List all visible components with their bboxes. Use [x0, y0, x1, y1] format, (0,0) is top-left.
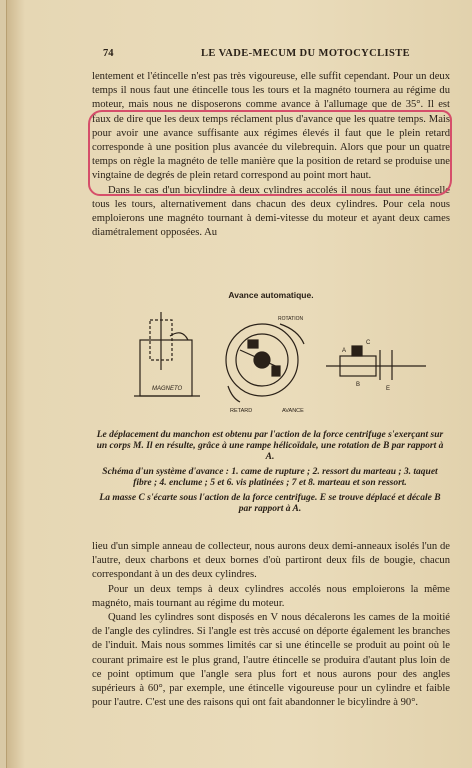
- running-title: LE VADE-MECUM DU MOTOCYCLISTE: [201, 48, 411, 59]
- caption-line: La masse C s'écarte sous l'action de la force centrifuge. E se trouve déplacé et décale B par rapport à A.: [99, 493, 441, 514]
- label-magneto: MAGNETO: [152, 386, 183, 392]
- paragraph: lieu d'un simple anneau de collecteur, nous aurons deux demi-anneaux isolés l'un de l'autre, deux charbons et deux bornes d'où partiront deux fils de bougie, chacun correspondant à un des deux cylindres.: [92, 541, 450, 581]
- paragraph: Quand les cylindres sont disposés en V nous décalerons les cames de la moitié de l'angle des cylindres. Si l'angle est très accusé on déporte également les branches de l'induit. Mais nous sommes limités car si une étincelle se produit au point où le courant primaire est le plus grand, l'autre étincelle se produira d'autant plus loin de ce point optimum que l'angle sera plus fort et nous aurons pour des angles supérieurs à 60°, par exemple, une étincelle vigoureuse pour un cylindre et faible pour l'autre. C'est une des raisons qui ont fait abandonner le bicylindre à 90°.: [92, 612, 450, 709]
- label-a: A: [342, 348, 347, 354]
- paragraph: Dans le cas d'un bicylindre à deux cylindres accolés il nous faut une étincelle tous les tours, alternativement dans chacun des deux cylindres. Pour cela nous emploierons une magnéto tournant à demi-vitesse du moteur et ayant deux cames diamétralement opposées. Au: [92, 184, 450, 239]
- paragraph: Pour un deux temps à deux cylindres accolés nous emploierons la même magnéto, mais tournant au régime du moteur.: [92, 583, 450, 609]
- label-retard: RETARD: [230, 408, 253, 414]
- page-number: 74: [103, 48, 114, 59]
- paragraph: lentement et l'étincelle n'est pas très vigoureuse, elle suffit cependant. Pour un deux temps il nous faut une étincelle tous les tours et la magnéto tournera au régime du moteur, mais nous ne disposerons comme avance à l'allumage que de 35°. Il est faux de dire que les deux temps réclament plus d'avance que les quatre temps. Mais pour avoir une avance suffisante aux régimes élevés il faut que le plein retard corresponde à une position plus avancée du vilebrequin. Alors que pour un quatre temps on règle la magnéto de telle manière que la position de retard se produise une vingtaine de degrés de plein retard correspond au point mort haut.: [92, 71, 450, 182]
- caption-line: Le déplacement du manchon est obtenu par l'action de la force centrifuge s'exerçant sur un corps M. Il en résulte, grâce à une rampe hélicoïdale, une rotation de B par rapport à A.: [96, 430, 444, 462]
- magneto-drawing: [134, 312, 200, 396]
- label-rotation: ROTATION: [278, 316, 304, 322]
- centrifugal-drawing: [326, 340, 426, 392]
- text-block-top: [92, 70, 450, 240]
- advance-mechanism-figure: [130, 310, 440, 420]
- label-c: C: [366, 340, 371, 346]
- caption-line: Schéma d'un système d'avance : 1. came de rupture ; 2. ressort du marteau ; 3. taquet fibre ; 4. enclume ; 5 et 6. vis platinées ; 7 et 8. marteau et son ressort.: [102, 467, 438, 488]
- label-avance: AVANCE: [282, 408, 304, 414]
- label-e: E: [386, 386, 391, 392]
- figure-title: Avance automatique.: [228, 290, 314, 300]
- figure-caption: [96, 430, 444, 519]
- label-b: B: [356, 382, 361, 388]
- breaker-drawing: [226, 316, 304, 414]
- text-block-bottom: [92, 540, 450, 710]
